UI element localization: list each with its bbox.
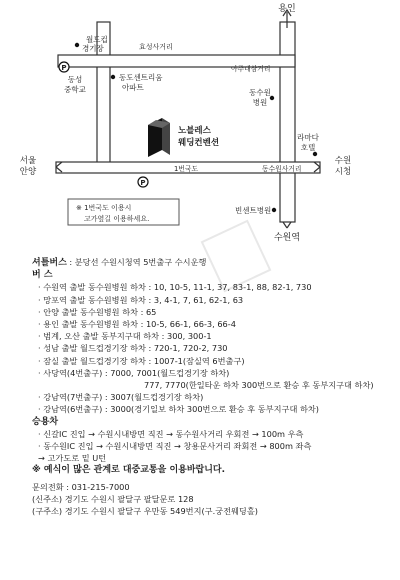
svg-text:안양: 안양	[19, 167, 37, 177]
dongdo-marker	[111, 75, 115, 79]
label-seoul: 서울	[19, 156, 37, 166]
svg-text:고가옆길 이용하세요.: 고가옆길 이용하세요.	[84, 215, 150, 223]
svg-text:P: P	[140, 179, 146, 187]
bus-line: · 용인 출발 동수원병원 하차 : 10-5, 66-1, 66-3, 66-4	[38, 319, 236, 330]
main-road-vertical	[280, 22, 295, 222]
shuttle-heading: 셔틀버스	[32, 258, 67, 268]
bus-heading: 버 스	[32, 270, 53, 281]
bus-line: · 범계, 오산 출발 동부지구대 하차 : 300, 300-1	[38, 331, 212, 342]
label-venue: 노블레스	[178, 126, 211, 136]
label-dongsuwon-hospital: 동수원	[249, 88, 271, 97]
bus-line: · 강남역(7번출구) : 3007(월드컵경기장 하차)	[38, 392, 204, 403]
parking-icon	[59, 62, 69, 72]
label-aju: 아주대삼거리	[231, 65, 271, 73]
bus-line: · 안양 출발 동수원병원 하차 : 65	[38, 306, 157, 317]
location-map	[0, 0, 400, 250]
transit-note: ※ 예식이 많은 관계로 대중교통을 이용바랍니다.	[32, 465, 226, 476]
label-route1: 1번국도	[173, 165, 199, 173]
svg-text:※ 1번국도 이용시: ※ 1번국도 이용시	[76, 204, 132, 212]
label-vincent: 빈센트병원	[235, 206, 272, 215]
car-line: → 고가도로 밑 U턴	[38, 453, 107, 464]
label-worldcup: 월드컵	[86, 35, 108, 44]
svg-text:호텔: 호텔	[300, 143, 316, 152]
label-hyoseong: 효성사거리	[139, 43, 173, 51]
label-dongdo: 동도센트리움	[119, 73, 163, 82]
venue-building	[148, 118, 170, 157]
parking-icon	[138, 177, 148, 187]
label-suwon-station: 수원역	[273, 233, 301, 243]
bus-line-continuation: 777, 7770(한일타운 하차 300번으로 환승 후 동부지구대 하차)	[144, 380, 374, 391]
bus-line: · 성남 출발 월드컵경기장 하차 : 720-1, 720-2, 730	[38, 343, 228, 354]
address-new: (신주소) 경기도 수원시 팔달구 팔달문로 128	[32, 493, 194, 504]
south-arrow	[283, 222, 291, 228]
address-old: (구주소) 경기도 수원시 팔달구 우만동 549번지(구.궁전웨딩홀)	[32, 506, 258, 517]
car-heading: 승용차	[32, 416, 59, 427]
worldcup-marker	[75, 43, 79, 47]
bus-line: · 망포역 출발 동수원병원 하차 : 3, 4-1, 7, 61, 62-1, 63	[38, 294, 244, 305]
phone-number: 문의전화 : 031-215-7000	[32, 481, 130, 492]
directions-info	[32, 256, 392, 517]
label-yongin-top: 용인	[278, 4, 296, 14]
shuttle-text: : 분당선 수원시청역 5번출구 수시운행	[66, 257, 207, 267]
label-suwon-city: 수원	[334, 156, 352, 166]
route1-note	[68, 199, 179, 225]
bus-line: · 사당역(4번출구) : 7000, 7001(월드컵경기장 하차)	[38, 367, 230, 378]
bus-line: · 잠실 출발 월드컵경기장 하차 : 1007-1(잠실역 6번출구)	[38, 355, 245, 366]
svg-text:아파트: 아파트	[122, 83, 144, 92]
ramada-marker	[313, 152, 317, 156]
svg-text:경기장: 경기장	[82, 44, 104, 53]
bus-line: · 수원역 출발 동수원병원 하차 : 10, 10-5, 11-1, 37, 83-1, 88, 82-1, 730	[38, 282, 312, 293]
svg-text:시청: 시청	[334, 167, 352, 177]
svg-text:웨딩컨벤션: 웨딩컨벤션	[178, 138, 220, 148]
svg-text:병원: 병원	[252, 98, 268, 107]
label-dongseong: 동성	[67, 75, 83, 84]
svg-text:중학교: 중학교	[64, 85, 86, 94]
car-line: · 동수원IC 진입 → 수원시내방면 직진 → 창용문사거리 좌회전 → 800m 좌측	[38, 441, 312, 452]
car-line: · 신갈IC 진입 → 수원시내방면 직진 → 동수원사거리 우회전 → 100m 우측	[38, 428, 304, 439]
vincent-marker	[272, 208, 276, 212]
label-ramada: 라마다	[297, 133, 319, 142]
svg-text:P: P	[61, 64, 67, 72]
label-dongsuwon-intersection: 동수원사거리	[262, 165, 302, 173]
bus-line: · 강남역(6번출구) : 3000(경기일보 하차 300번으로 환승 후 동부지구대 하차)	[38, 404, 319, 415]
